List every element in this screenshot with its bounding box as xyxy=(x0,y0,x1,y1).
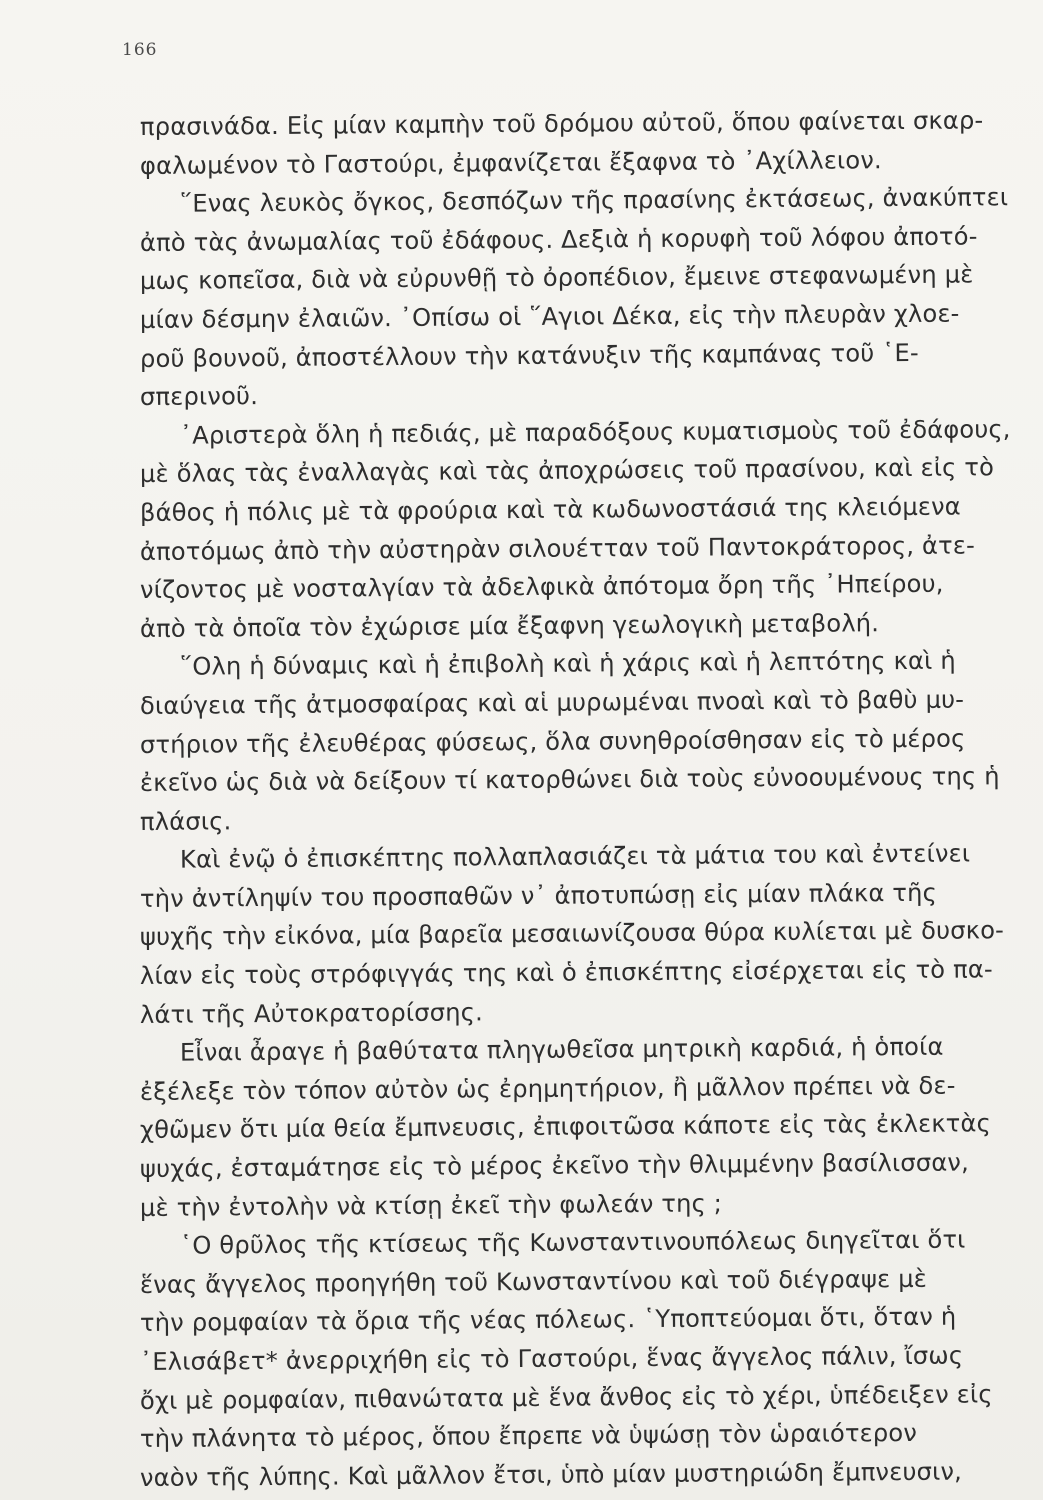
text-line: μίαν δέσμην ἐλαιῶν. ᾿Οπίσω οἱ ῞Αγιοι Δέκα, εἰς τὴν πλευρὰν χλοε- xyxy=(139,299,960,334)
text-line: τὴν ρομφαίαν τὰ ὅρια τῆς νέας πόλεως. ῾Υποπτεύομαι ὅτι, ὅταν ἡ xyxy=(139,1302,957,1338)
text-line: ῞Ολη ἡ δύναμις καὶ ἡ ἐπιβολὴ καὶ ἡ χάρις καὶ ἡ λεπτότης καὶ ἡ xyxy=(179,646,956,681)
text-line: ἀποτόμως ἀπὸ τὴν αὐστηρὰν σιλουέτταν τοῦ Παντοκράτορος, ἀτε- xyxy=(139,530,976,566)
text-line: ἐκεῖνο ὡς διὰ νὰ δείξουν τί κατορθώνει διὰ τοὺς εὐνοουμένους της ἡ xyxy=(139,762,1000,798)
text-line: μὲ τὴν ἐντολὴν νὰ κτίσῃ ἐκεῖ τὴν φωλεάν της ; xyxy=(139,1189,723,1222)
text-line: ᾿Ελισάβετ* ἀνερριχήθη εἰς τὸ Γαστούρι, ἕνας ἄγγελος πάλιν, ἴσως xyxy=(139,1341,964,1376)
body-text xyxy=(140,108,1020,1497)
text-line: διαύγεια τῆς ἀτμοσφαίρας καὶ αἱ μυρωμέναι πνοαὶ καὶ τὸ βαθὺ μυ- xyxy=(139,685,965,720)
text-line: ῾Ο θρῦλος τῆς κτίσεως τῆς Κωνσταντινουπόλεως διηγεῖται ὅτι xyxy=(179,1225,966,1260)
text-line: ψυχάς, ἐσταμάτησε εἰς τὸ μέρος ἐκεῖνο τὴν θλιμμένην βασίλισσαν, xyxy=(139,1148,970,1184)
text-line: νίζοντος μὲ νοσταλγίαν τὰ ἀδελφικὰ ἀπότομα ὄρη τῆς ᾿Ηπείρου, xyxy=(139,569,944,605)
text-line: ᾿Αριστερὰ ὅλη ἡ πεδιάς, μὲ παραδόξους κυματισμοὺς τοῦ ἐδάφους, xyxy=(179,414,1011,450)
text-line: σπερινοῦ. xyxy=(139,382,259,412)
text-line: ἕνας ἄγγελος προηγήθη τοῦ Κωνσταντίνου καὶ τοῦ διέγραψε μὲ xyxy=(139,1264,928,1299)
text-line: βάθος ἡ πόλις μὲ τὰ φρούρια καὶ τὰ κωδωνοστάσιά της κλειόμενα xyxy=(139,492,961,527)
text-line: ἐξέλεξε τὸν τόπον αὐτὸν ὡς ἐρημητήριον, ἢ μᾶλλον πρέπει νὰ δε- xyxy=(139,1071,956,1106)
text-line: στήριον τῆς ἐλευθέρας φύσεως, ὅλα συνηθροίσθησαν εἰς τὸ μέρος xyxy=(139,724,966,759)
text-line: λάτι τῆς Αὐτοκρατορίσσης. xyxy=(139,997,483,1029)
text-line: τὴν ἀντίληψίν του προσπαθῶν ν᾿ ἀποτυπώσῃ εἰς μίαν πλάκα τῆς xyxy=(139,878,938,913)
text-line: ὄχι μὲ ρομφαίαν, πιθανώτατα μὲ ἕνα ἄνθος εἰς τὸ χέρι, ὑπέδειξεν εἰς xyxy=(139,1379,993,1415)
text-line: ῞Ενας λευκὸς ὄγκος, δεσπόζων τῆς πρασίνης ἐκτάσεως, ἀνακύπτει xyxy=(179,183,1009,218)
text-line: Καὶ ἐνῷ ὁ ἐπισκέπτης πολλαπλασιάζει τὰ μάτια του καὶ ἐντείνει xyxy=(179,839,971,874)
page-number: 166 xyxy=(122,40,158,60)
text-line: πρασινάδα. Εἰς μίαν καμπὴν τοῦ δρόμου αὐτοῦ, ὅπου φαίνεται σκαρ- xyxy=(139,106,984,141)
text-line: μως κοπεῖσα, διὰ νὰ εὐρυνθῇ τὸ ὀροπέδιον, ἔμεινε στεφανωμένη μὲ xyxy=(139,260,974,296)
text-line: ψυχῆς τὴν εἰκόνα, μία βαρεῖα μεσαιωνίζουσα θύρα κυλίεται μὲ δυσκο- xyxy=(139,916,1005,952)
text-line: Εἶναι ἆραγε ἡ βαθύτατα πληγωθεῖσα μητρικὴ καρδιά, ἡ ὁποία xyxy=(179,1032,944,1067)
text-line: ἀπὸ τὰ ὁποῖα τὸν ἐχώρισε μία ἔξαφνη γεωλογικὴ μεταβολή. xyxy=(139,608,880,643)
text-line: μὲ ὅλας τὰς ἐναλλαγὰς καὶ τὰς ἀποχρώσεις τοῦ πρασίνου, καὶ εἰς τὸ xyxy=(139,453,995,489)
text-line: ἀπὸ τὰς ἀνωμαλίας τοῦ ἐδάφους. Δεξιὰ ἡ κορυφὴ τοῦ λόφου ἀποτό- xyxy=(139,222,978,257)
text-line: τὴν πλάνητα τὸ μέρος, ὅπου ἔπρεπε νὰ ὑψώσῃ τὸν ὡραιότερον xyxy=(139,1419,918,1454)
text-line: ναὸν τῆς λύπης. Καὶ μᾶλλον ἔτσι, ὑπὸ μίαν μυστηριώδη ἔμπνευσιν, xyxy=(139,1457,963,1492)
text-line: φαλωμένον τὸ Γαστούρι, ἐμφανίζεται ἔξαφνα τὸ ᾿Αχίλλειον. xyxy=(139,145,882,180)
text-line: πλάσις. xyxy=(139,806,232,836)
text-line: λίαν εἰς τοὺς στρόφιγγάς της καὶ ὁ ἐπισκέπτης εἰσέρχεται εἰς τὸ πα- xyxy=(139,955,993,991)
text-line: ροῦ βουνοῦ, ἀποστέλλουν τὴν κατάνυξιν τῆς καμπάνας τοῦ ῾Ε- xyxy=(139,338,919,373)
text-line: χθῶμεν ὅτι μία θεία ἔμπνευσις, ἐπιφοιτῶσα κάποτε εἰς τὰς ἐκλεκτὰς xyxy=(139,1109,992,1145)
